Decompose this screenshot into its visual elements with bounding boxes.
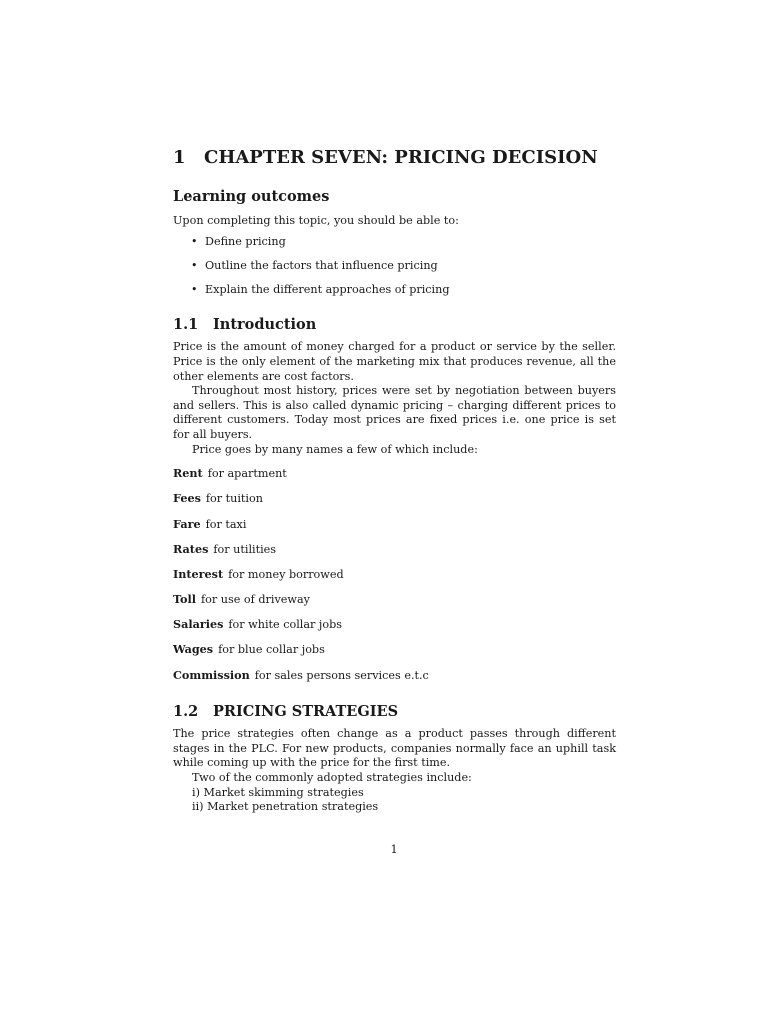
chapter-title bbox=[173, 146, 616, 170]
list-item bbox=[173, 567, 616, 583]
term: Fare bbox=[173, 516, 201, 531]
term: Fees bbox=[173, 491, 201, 506]
page-number: 1 bbox=[390, 843, 398, 856]
section-title-text: Introduction bbox=[213, 316, 317, 334]
list-item-text: Outline the factors that influence pricing bbox=[205, 258, 438, 272]
list-item bbox=[173, 542, 616, 558]
term-description: for use of driveway bbox=[201, 593, 310, 607]
learning-outcomes-intro: Upon completing this topic, you should be able to: bbox=[173, 214, 459, 227]
list-item bbox=[173, 517, 616, 533]
paragraph: The price strategies often change as a product passes through different stages in the PLC. For new products, companies normally face an uphill task while coming up with the price for the first time. bbox=[173, 727, 616, 770]
list-item bbox=[173, 642, 616, 658]
term: Salaries bbox=[173, 617, 224, 632]
list-item bbox=[191, 235, 616, 250]
chapter-number: 1 bbox=[173, 147, 186, 168]
paragraph: Two of the commonly adopted strategies include: bbox=[192, 771, 472, 784]
learning-outcomes-heading: Learning outcomes bbox=[173, 188, 330, 205]
bullet-icon: • bbox=[191, 282, 198, 296]
paragraph: Throughout most history, prices were set by negotiation between buyers and sellers. This is also called dynamic pricing – charging different prices to different customers. Today most prices are fixed prices i.e. one price is set for all buyers. bbox=[173, 384, 616, 441]
list-item bbox=[173, 668, 616, 684]
term: Interest bbox=[173, 566, 224, 581]
page-content bbox=[173, 146, 616, 815]
list-item bbox=[173, 592, 616, 608]
term-description: for utilities bbox=[213, 542, 277, 556]
term: Rent bbox=[173, 466, 203, 481]
term-description: for taxi bbox=[205, 517, 247, 531]
price-names-list bbox=[173, 466, 616, 683]
term-description: for tuition bbox=[205, 492, 263, 506]
bullet-icon: • bbox=[191, 234, 198, 248]
bullet-icon: • bbox=[191, 258, 198, 272]
strategies-body bbox=[173, 727, 616, 815]
term: Rates bbox=[173, 541, 209, 556]
list-item bbox=[191, 283, 616, 298]
introduction-body bbox=[173, 340, 616, 457]
term-description: for money borrowed bbox=[228, 567, 344, 581]
strategies-list bbox=[173, 786, 616, 815]
section-number: 1.1 bbox=[173, 316, 199, 334]
section-number: 1.2 bbox=[173, 703, 199, 721]
section-introduction-title bbox=[173, 316, 616, 334]
paragraph: Price goes by many names a few of which include: bbox=[192, 442, 478, 456]
list-item: ii) Market penetration strategies bbox=[192, 800, 379, 814]
section-title-text: PRICING STRATEGIES bbox=[213, 703, 399, 721]
learning-outcomes-list bbox=[173, 235, 616, 298]
term: Commission bbox=[173, 667, 250, 682]
term-description: for sales persons services e.t.c bbox=[254, 668, 429, 682]
term: Toll bbox=[173, 592, 197, 607]
chapter-title-text: CHAPTER SEVEN: PRICING DECISION bbox=[204, 147, 598, 168]
paragraph: Price is the amount of money charged for a product or service by the seller. Price is the only element of the marketing mix that produces revenue, all the other elements are cost factors. bbox=[173, 340, 616, 383]
term: Wages bbox=[173, 642, 214, 657]
list-item bbox=[173, 617, 616, 633]
list-item: i) Market skimming strategies bbox=[192, 785, 364, 799]
list-item bbox=[191, 259, 616, 274]
list-item-text: Explain the different approaches of pricing bbox=[205, 282, 450, 296]
list-item bbox=[173, 491, 616, 507]
section-strategies-title bbox=[173, 703, 616, 721]
term-description: for white collar jobs bbox=[228, 618, 343, 632]
term-description: for apartment bbox=[207, 467, 287, 481]
list-item-text: Define pricing bbox=[205, 234, 286, 248]
list-item bbox=[173, 466, 616, 482]
term-description: for blue collar jobs bbox=[218, 643, 325, 657]
